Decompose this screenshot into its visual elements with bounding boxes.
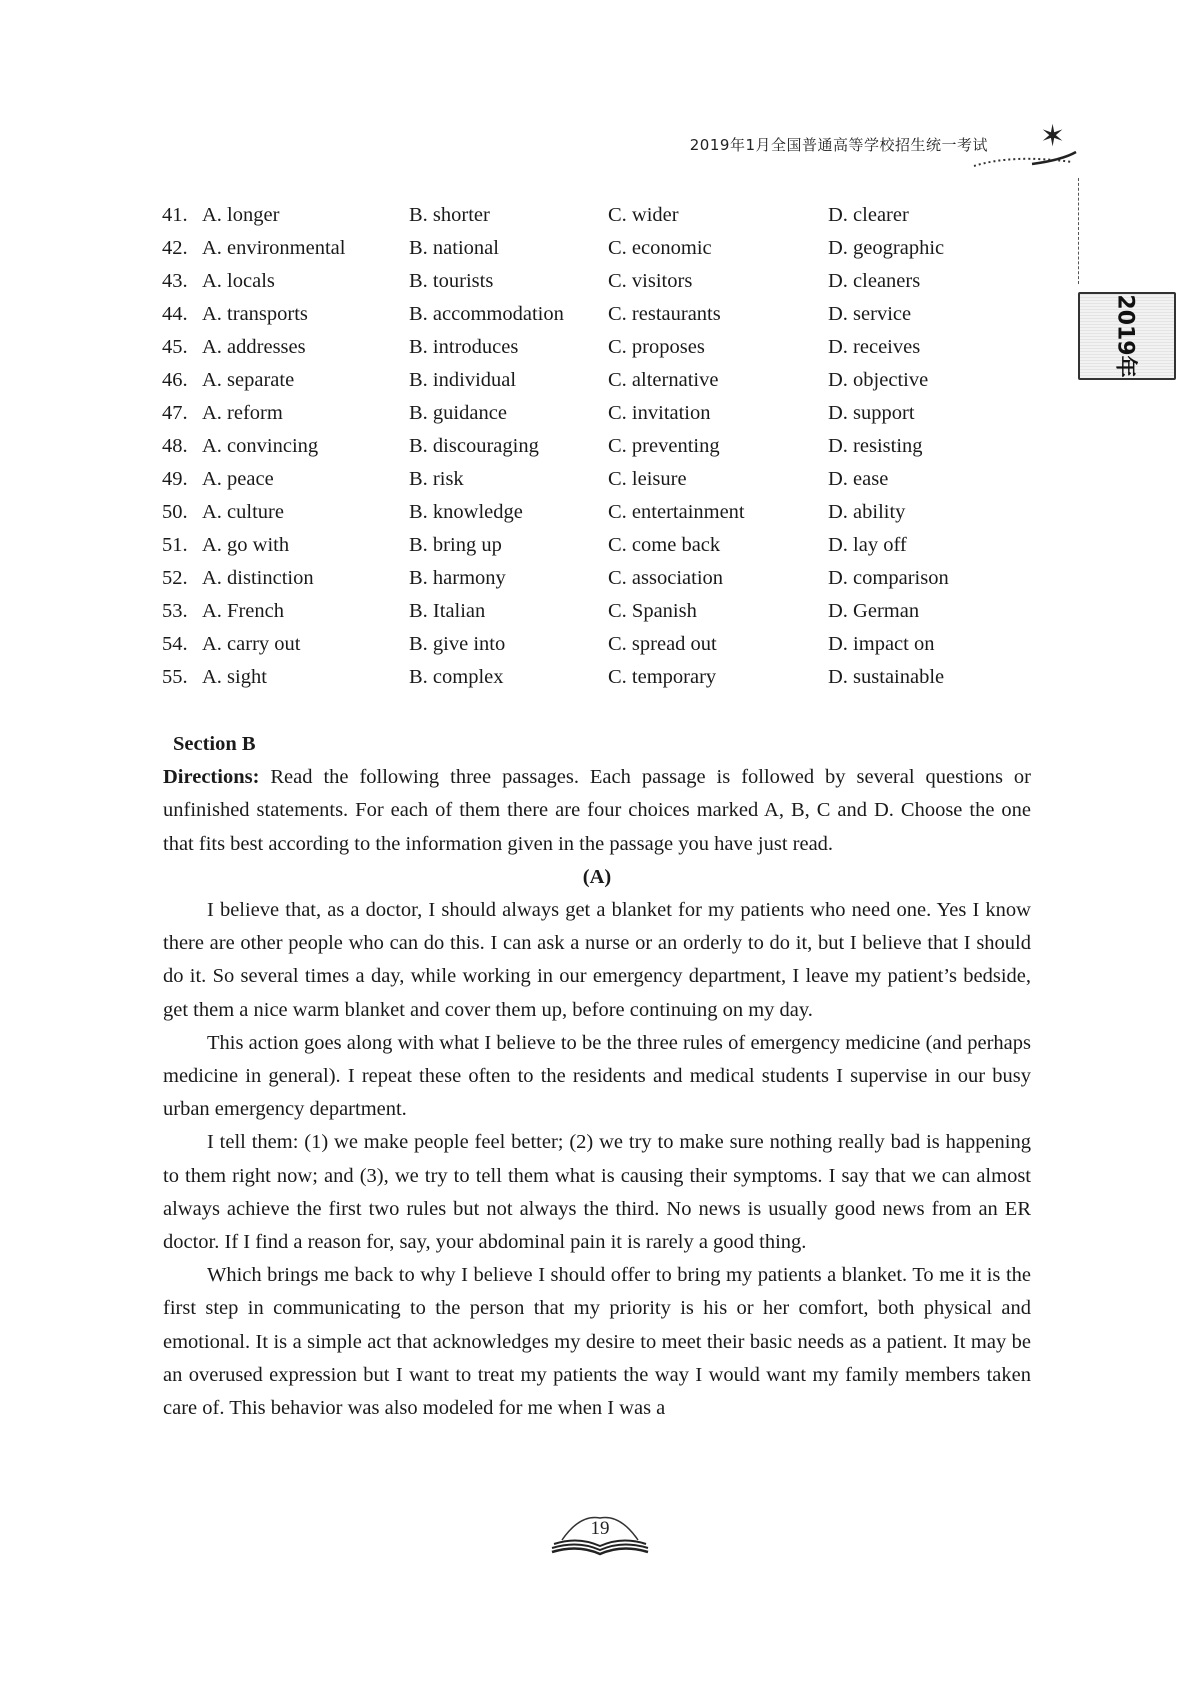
- choice-b: B. introduces: [409, 336, 519, 358]
- choice-a: A. carry out: [202, 633, 301, 655]
- question-number: 44.: [162, 303, 188, 325]
- choice-b: B. give into: [409, 633, 506, 655]
- choice-a: A. go with: [202, 534, 290, 556]
- choice-a: A. longer: [202, 204, 280, 226]
- option-row: [162, 298, 1062, 331]
- question-number: 45.: [162, 336, 188, 358]
- option-row: [162, 199, 1062, 232]
- choice-d: D. cleaners: [828, 270, 921, 292]
- choice-c: C. entertainment: [608, 501, 745, 523]
- question-number: 50.: [162, 501, 188, 523]
- passage-paragraph: I believe that, as a doctor, I should always get a blanket for my patients who need one. Yes I know there are other people who can do this. I can ask a nurse or an orderly to do it, but I believe that I should do it. So several times a day, while working in our emergency department, I leave my patient’s bedside, get them a nice warm blanket and cover them up, before continuing on my day.: [163, 899, 1031, 1021]
- passage-paragraph: I tell them: (1) we make people feel better; (2) we try to make sure nothing really bad is happening to them right now; and (3), we try to tell them what is causing their symptoms. I say that we can almost always achieve the first two rules but not always the third. No news is usually good news from an ER doctor. If I find a reason for, say, your abdominal pain it is rarely a good thing.: [163, 1131, 1031, 1254]
- choice-c: C. alternative: [608, 369, 719, 391]
- choice-b: B. Italian: [409, 600, 486, 622]
- options-table: [162, 199, 1062, 694]
- choice-c: C. come back: [608, 534, 721, 556]
- option-row: [162, 628, 1062, 661]
- choice-d: D. service: [828, 303, 912, 325]
- choice-a: A. environmental: [202, 237, 346, 259]
- choice-d: D. ease: [828, 468, 889, 490]
- option-row: [162, 463, 1062, 496]
- choice-c: C. preventing: [608, 435, 720, 457]
- choice-c: C. leisure: [608, 468, 687, 490]
- choice-d: D. German: [828, 600, 920, 622]
- choice-b: B. risk: [409, 468, 464, 490]
- question-number: 48.: [162, 435, 188, 457]
- choice-d: D. resisting: [828, 435, 923, 457]
- year-side-tab: [1078, 292, 1176, 380]
- choice-d: D. sustainable: [828, 666, 945, 688]
- choice-d: D. clearer: [828, 204, 909, 226]
- choice-a: A. locals: [202, 270, 275, 292]
- choice-d: D. support: [828, 402, 915, 424]
- year-side-tab-label: 2019年: [1112, 294, 1138, 378]
- header-swoosh-icon: [972, 148, 1080, 174]
- question-number: 54.: [162, 633, 188, 655]
- choice-c: C. economic: [608, 237, 712, 259]
- option-row: [162, 595, 1062, 628]
- choice-a: A. sight: [202, 666, 267, 688]
- choice-a: A. addresses: [202, 336, 306, 358]
- choice-c: C. invitation: [608, 402, 711, 424]
- section-title: Section B: [173, 733, 256, 755]
- choice-c: C. restaurants: [608, 303, 721, 325]
- question-number: 52.: [162, 567, 188, 589]
- option-row: [162, 562, 1062, 595]
- choice-c: C. Spanish: [608, 600, 697, 622]
- question-number: 42.: [162, 237, 188, 259]
- choice-b: B. shorter: [409, 204, 490, 226]
- option-row: [162, 397, 1062, 430]
- choice-d: D. geographic: [828, 237, 945, 259]
- option-row: [162, 529, 1062, 562]
- question-number: 53.: [162, 600, 188, 622]
- choice-d: D. ability: [828, 501, 906, 523]
- option-row: [162, 331, 1062, 364]
- choice-c: C. proposes: [608, 336, 705, 358]
- choice-b: B. accommodation: [409, 303, 564, 325]
- directions-text: Read the following three passages. Each passage is followed by several questions or unfinished statements. For each of them there are four choices marked A, B, C and D. Choose the one that fits best according to the information given in the passage you have just read.: [163, 766, 1031, 855]
- question-number: 46.: [162, 369, 188, 391]
- question-number: 41.: [162, 204, 188, 226]
- choice-a: A. convincing: [202, 435, 319, 457]
- option-row: [162, 661, 1062, 694]
- choice-c: C. temporary: [608, 666, 717, 688]
- choice-b: B. discouraging: [409, 435, 539, 457]
- choice-b: B. harmony: [409, 567, 506, 589]
- question-number: 47.: [162, 402, 188, 424]
- option-row: [162, 232, 1062, 265]
- choice-b: B. national: [409, 237, 499, 259]
- passage-label: (A): [582, 865, 612, 888]
- question-number: 49.: [162, 468, 188, 490]
- page-number-badge: [540, 1510, 660, 1560]
- choice-d: D. objective: [828, 369, 929, 391]
- choice-d: D. comparison: [828, 567, 949, 589]
- choice-a: A. peace: [202, 468, 274, 490]
- choice-c: C. wider: [608, 204, 679, 226]
- choice-a: A. separate: [202, 369, 295, 391]
- option-row: [162, 265, 1062, 298]
- side-divider: [1078, 178, 1080, 284]
- choice-a: A. culture: [202, 501, 284, 523]
- question-number: 51.: [162, 534, 188, 556]
- choice-b: B. tourists: [409, 270, 494, 292]
- option-row: [162, 364, 1062, 397]
- passage-paragraph: Which brings me back to why I believe I should offer to bring my patients a blanket. To me it is the first step in communicating to the person that my priority is his or her comfort, both physical and emotional. It is a simple act that acknowledges my desire to meet their basic needs as a patient. It may be an overused expression but I want to treat my patients the way I would want my family members taken care of. This behavior was also modeled for me when I was a: [163, 1264, 1031, 1420]
- header-title: 2019年1月全国普通高等学校招生统一考试: [689, 136, 988, 154]
- choice-b: B. guidance: [409, 402, 507, 424]
- choice-d: D. lay off: [828, 534, 907, 556]
- choice-a: A. French: [202, 600, 284, 622]
- choice-b: B. individual: [409, 369, 517, 391]
- choice-b: B. complex: [409, 666, 504, 688]
- option-row: [162, 496, 1062, 529]
- directions: [163, 761, 1031, 861]
- choice-c: C. spread out: [608, 633, 717, 655]
- choice-d: D. receives: [828, 336, 921, 358]
- choice-b: B. bring up: [409, 534, 502, 556]
- section-b: [163, 728, 1031, 1425]
- question-number: 43.: [162, 270, 188, 292]
- choice-c: C. association: [608, 567, 724, 589]
- choice-d: D. impact on: [828, 633, 935, 655]
- choice-a: A. reform: [202, 402, 283, 424]
- choice-c: C. visitors: [608, 270, 693, 292]
- choice-b: B. knowledge: [409, 501, 523, 523]
- directions-label: Directions:: [163, 766, 260, 789]
- passage-paragraph: This action goes along with what I believe to be the three rules of emergency medicine (and perhaps medicine in general). I repeat these often to the residents and medical students I supervise in our busy urban emergency department.: [163, 1031, 1031, 1121]
- star-icon: ✶: [1040, 120, 1066, 153]
- choice-a: A. distinction: [202, 567, 314, 589]
- option-row: [162, 430, 1062, 463]
- choice-a: A. transports: [202, 303, 308, 325]
- page-number: 19: [590, 1518, 610, 1539]
- question-number: 55.: [162, 666, 188, 688]
